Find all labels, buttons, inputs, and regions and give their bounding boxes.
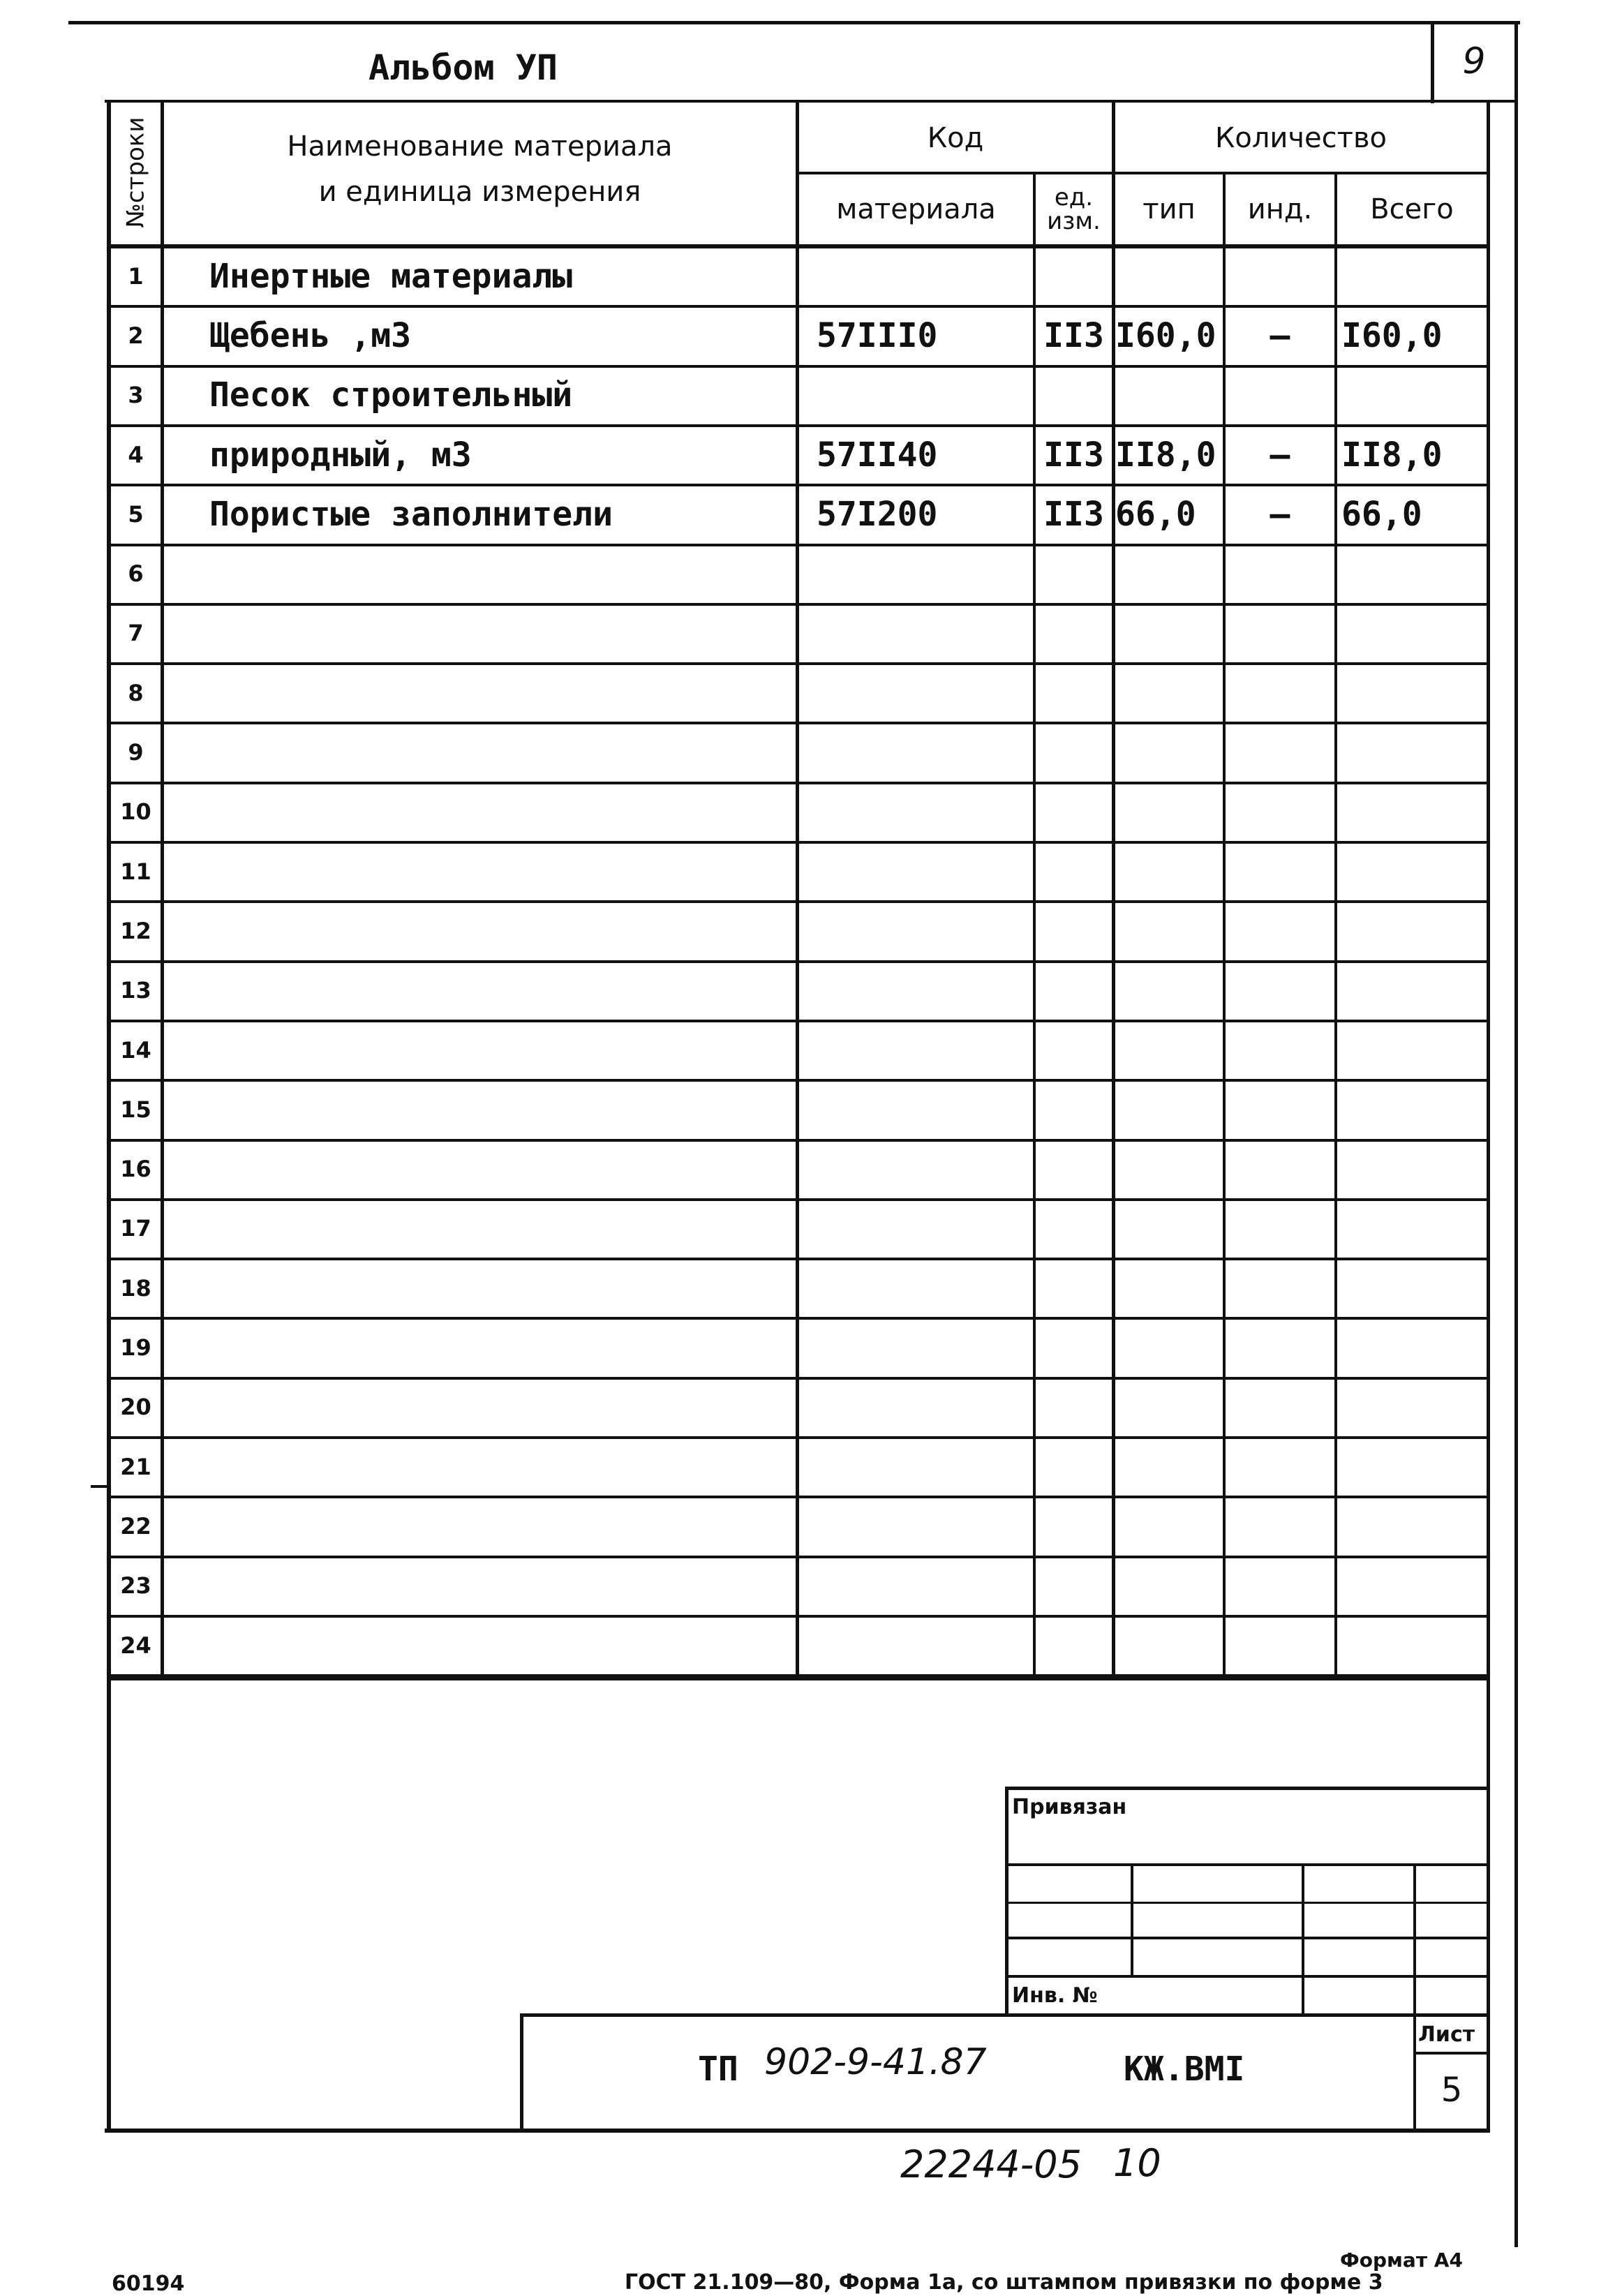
material-code bbox=[817, 903, 1033, 958]
table-row bbox=[0, 1082, 1608, 1141]
table-row bbox=[0, 606, 1608, 665]
unit-code bbox=[1036, 606, 1112, 661]
table-row bbox=[0, 308, 1608, 367]
quantity-ind: – bbox=[1270, 435, 1290, 475]
material-name bbox=[209, 1201, 796, 1256]
inventory-label: Инв. № bbox=[1012, 1983, 1098, 2008]
unit-code bbox=[1036, 248, 1112, 304]
quantity-type bbox=[1115, 724, 1223, 780]
quantity-ind bbox=[1226, 1558, 1334, 1613]
unit-code bbox=[1036, 1142, 1112, 1197]
quantity-type bbox=[1115, 903, 1223, 958]
material-header: материала bbox=[836, 193, 996, 225]
material-name bbox=[209, 1320, 796, 1375]
table-row bbox=[0, 1022, 1608, 1082]
material-name: Пористые заполнители bbox=[209, 494, 613, 534]
quantity-total bbox=[1341, 844, 1487, 899]
quantity-type bbox=[1115, 1558, 1223, 1613]
row-number: 24 bbox=[120, 1632, 151, 1659]
page-number: 9 bbox=[1462, 40, 1486, 82]
material-code bbox=[817, 606, 1033, 661]
material-code bbox=[817, 1022, 1033, 1078]
material-name bbox=[209, 1260, 796, 1315]
unit-code bbox=[1036, 844, 1112, 899]
quantity-ind bbox=[1226, 1201, 1334, 1256]
material-name bbox=[209, 1498, 796, 1553]
table-row bbox=[0, 963, 1608, 1022]
quantity-ind: – bbox=[1270, 315, 1290, 355]
format-label: Формат А4 bbox=[1340, 2249, 1463, 2272]
row-number: 13 bbox=[120, 977, 151, 1004]
name-header-line2: и единица измерения bbox=[318, 176, 641, 208]
table-row bbox=[0, 368, 1608, 427]
doc-number: 902-9-41.87 bbox=[764, 2041, 987, 2083]
table-row bbox=[0, 724, 1608, 784]
row-number: 7 bbox=[128, 620, 144, 647]
quantity-type bbox=[1115, 248, 1223, 304]
table-row bbox=[0, 427, 1608, 486]
material-name bbox=[209, 606, 796, 661]
quantity-total bbox=[1341, 1558, 1487, 1613]
material-code bbox=[817, 368, 1033, 423]
unit-code bbox=[1036, 1022, 1112, 1078]
row-number: 21 bbox=[120, 1453, 151, 1480]
material-name bbox=[209, 1618, 796, 1673]
row-number: 1 bbox=[128, 262, 144, 290]
quantity-type bbox=[1115, 1142, 1223, 1197]
quantity-ind bbox=[1226, 1142, 1334, 1197]
quantity-type bbox=[1115, 963, 1223, 1018]
material-code: 57I200 bbox=[817, 494, 938, 534]
unit-code bbox=[1036, 1201, 1112, 1256]
table-row bbox=[0, 844, 1608, 903]
quantity-type bbox=[1115, 1618, 1223, 1673]
quantity-type bbox=[1115, 1380, 1223, 1435]
material-name bbox=[209, 546, 796, 602]
material-code bbox=[817, 1082, 1033, 1137]
material-code bbox=[817, 1498, 1033, 1553]
quantity-type bbox=[1115, 546, 1223, 602]
quantity-total bbox=[1341, 368, 1487, 423]
material-name bbox=[209, 1142, 796, 1197]
unit-code: II3 bbox=[1043, 315, 1104, 355]
archive-number: 22244-05 bbox=[900, 2142, 1082, 2186]
material-name bbox=[209, 1082, 796, 1137]
quantity-type: I60,0 bbox=[1115, 315, 1216, 355]
total-header: Всего bbox=[1370, 193, 1454, 225]
quantity-ind bbox=[1226, 368, 1334, 423]
unit-header: ед. изм. bbox=[1047, 184, 1101, 235]
quantity-type: 66,0 bbox=[1115, 494, 1196, 534]
material-name: Песок строительный bbox=[209, 375, 573, 415]
row-number: 12 bbox=[120, 917, 151, 944]
quantity-type bbox=[1115, 1439, 1223, 1494]
code-header: Код bbox=[927, 122, 984, 154]
material-name bbox=[209, 1022, 796, 1078]
material-name bbox=[209, 1558, 796, 1613]
quantity-total: I60,0 bbox=[1341, 315, 1443, 355]
quantity-total bbox=[1341, 1142, 1487, 1197]
material-code: 57III0 bbox=[817, 315, 938, 355]
table-row bbox=[0, 1558, 1608, 1618]
row-number: 19 bbox=[120, 1334, 151, 1362]
unit-code bbox=[1036, 1558, 1112, 1613]
material-code bbox=[817, 963, 1033, 1018]
row-number: 4 bbox=[128, 441, 144, 468]
quantity-total bbox=[1341, 248, 1487, 304]
quantity-ind bbox=[1226, 248, 1334, 304]
quantity-total bbox=[1341, 784, 1487, 840]
footer-code: 60194 bbox=[112, 2272, 185, 2296]
quantity-total bbox=[1341, 1022, 1487, 1078]
archive-number-suffix: 10 bbox=[1113, 2141, 1161, 2185]
unit-code bbox=[1036, 1439, 1112, 1494]
bound-label: Привязан bbox=[1012, 1795, 1127, 1819]
quantity-total bbox=[1341, 606, 1487, 661]
quantity-ind bbox=[1226, 1022, 1334, 1078]
unit-code: II3 bbox=[1043, 494, 1104, 534]
material-code bbox=[817, 784, 1033, 840]
quantity-ind bbox=[1226, 1260, 1334, 1315]
quantity-type: II8,0 bbox=[1115, 435, 1216, 475]
unit-code bbox=[1036, 665, 1112, 720]
row-number: 15 bbox=[120, 1096, 151, 1123]
quantity-ind bbox=[1226, 665, 1334, 720]
material-code bbox=[817, 1439, 1033, 1494]
unit-code: II3 bbox=[1043, 435, 1104, 475]
material-code bbox=[817, 1260, 1033, 1315]
quantity-ind bbox=[1226, 784, 1334, 840]
table-row bbox=[0, 1618, 1608, 1677]
row-number: 2 bbox=[128, 322, 144, 349]
unit-code bbox=[1036, 1320, 1112, 1375]
ind-header: инд. bbox=[1247, 193, 1313, 225]
quantity-total bbox=[1341, 1201, 1487, 1256]
quantity-total: II8,0 bbox=[1341, 435, 1443, 475]
material-name bbox=[209, 1380, 796, 1435]
material-code bbox=[817, 1618, 1033, 1673]
table-row bbox=[0, 1380, 1608, 1439]
row-number-header: №строки bbox=[121, 117, 150, 228]
row-number: 6 bbox=[128, 560, 144, 588]
quantity-type bbox=[1115, 368, 1223, 423]
table-row bbox=[0, 1320, 1608, 1379]
quantity-ind bbox=[1226, 724, 1334, 780]
unit-code bbox=[1036, 1082, 1112, 1137]
material-code bbox=[817, 1380, 1033, 1435]
quantity-ind bbox=[1226, 903, 1334, 958]
quantity-ind bbox=[1226, 546, 1334, 602]
table-row bbox=[0, 784, 1608, 844]
unit-code bbox=[1036, 1260, 1112, 1315]
type-header: тип bbox=[1142, 193, 1196, 225]
doc-code: КЖ.ВМI bbox=[1124, 2050, 1245, 2089]
material-name bbox=[209, 963, 796, 1018]
material-name bbox=[209, 724, 796, 780]
quantity-total bbox=[1341, 1498, 1487, 1553]
doc-prefix: ТП bbox=[698, 2050, 738, 2089]
quantity-ind bbox=[1226, 1320, 1334, 1375]
quantity-type bbox=[1115, 1320, 1223, 1375]
quantity-type bbox=[1115, 1498, 1223, 1553]
unit-code bbox=[1036, 1498, 1112, 1553]
table-row bbox=[0, 1201, 1608, 1260]
material-code bbox=[817, 1142, 1033, 1197]
quantity-total: 66,0 bbox=[1341, 494, 1422, 534]
quantity-type bbox=[1115, 1260, 1223, 1315]
unit-code bbox=[1036, 724, 1112, 780]
quantity-total bbox=[1341, 1439, 1487, 1494]
quantity-total bbox=[1341, 1320, 1487, 1375]
table-row bbox=[0, 1142, 1608, 1201]
quantity-ind bbox=[1226, 1082, 1334, 1137]
unit-code bbox=[1036, 546, 1112, 602]
material-code bbox=[817, 665, 1033, 720]
quantity-ind bbox=[1226, 844, 1334, 899]
quantity-type bbox=[1115, 1201, 1223, 1256]
table-row bbox=[0, 486, 1608, 546]
table-row bbox=[0, 248, 1608, 308]
quantity-total bbox=[1341, 1618, 1487, 1673]
unit-code bbox=[1036, 1618, 1112, 1673]
row-number: 20 bbox=[120, 1394, 151, 1421]
quantity-total bbox=[1341, 724, 1487, 780]
quantity-total bbox=[1341, 546, 1487, 602]
quantity-total bbox=[1341, 1380, 1487, 1435]
quantity-ind bbox=[1226, 1618, 1334, 1673]
sheet-label: Лист bbox=[1418, 2022, 1475, 2047]
material-code bbox=[817, 1558, 1033, 1613]
row-number: 17 bbox=[120, 1215, 151, 1242]
table-row bbox=[0, 1439, 1608, 1498]
material-code bbox=[817, 546, 1033, 602]
row-number: 5 bbox=[128, 500, 144, 528]
table-row bbox=[0, 1498, 1608, 1558]
row-number: 9 bbox=[128, 739, 144, 766]
quantity-ind bbox=[1226, 1498, 1334, 1553]
unit-code bbox=[1036, 903, 1112, 958]
material-name: Инертные материалы bbox=[209, 256, 573, 296]
album-title: Альбом УП bbox=[368, 47, 558, 88]
row-number: 16 bbox=[120, 1156, 151, 1183]
material-code: 57II40 bbox=[817, 435, 938, 475]
table-row bbox=[0, 665, 1608, 724]
name-header: Наименование материала bbox=[287, 131, 673, 163]
material-name bbox=[209, 844, 796, 899]
unit-code bbox=[1036, 784, 1112, 840]
material-name bbox=[209, 665, 796, 720]
material-code bbox=[817, 1320, 1033, 1375]
table-row bbox=[0, 1260, 1608, 1320]
row-number: 10 bbox=[120, 798, 151, 826]
row-number: 22 bbox=[120, 1512, 151, 1540]
quantity-type bbox=[1115, 1022, 1223, 1078]
material-name: природный, м3 bbox=[209, 435, 472, 475]
footer-gost: ГОСТ 21.109—80, Форма 1а, со штампом привязки по форме 3 bbox=[625, 2270, 1383, 2295]
unit-code bbox=[1036, 368, 1112, 423]
row-number: 14 bbox=[120, 1036, 151, 1064]
quantity-type bbox=[1115, 1082, 1223, 1137]
quantity-total bbox=[1341, 1082, 1487, 1137]
quantity-total bbox=[1341, 665, 1487, 720]
table-row bbox=[0, 903, 1608, 962]
table-row bbox=[0, 546, 1608, 606]
quantity-type bbox=[1115, 844, 1223, 899]
unit-code bbox=[1036, 1380, 1112, 1435]
quantity-ind: – bbox=[1270, 494, 1290, 534]
material-name bbox=[209, 1439, 796, 1494]
quantity-type bbox=[1115, 606, 1223, 661]
material-code bbox=[817, 844, 1033, 899]
quantity-ind bbox=[1226, 1380, 1334, 1435]
quantity-total bbox=[1341, 963, 1487, 1018]
quantity-type bbox=[1115, 784, 1223, 840]
material-name: Щебень ,м3 bbox=[209, 315, 411, 355]
quantity-type bbox=[1115, 665, 1223, 720]
material-code bbox=[817, 248, 1033, 304]
quantity-ind bbox=[1226, 1439, 1334, 1494]
row-number: 11 bbox=[120, 858, 151, 885]
row-number: 8 bbox=[128, 679, 144, 706]
material-name bbox=[209, 903, 796, 958]
material-code bbox=[817, 1201, 1033, 1256]
sheet-number: 5 bbox=[1440, 2071, 1463, 2110]
material-name bbox=[209, 784, 796, 840]
quantity-header: Количество bbox=[1214, 122, 1387, 154]
row-number: 23 bbox=[120, 1572, 151, 1600]
unit-code bbox=[1036, 963, 1112, 1018]
material-code bbox=[817, 724, 1033, 780]
quantity-total bbox=[1341, 1260, 1487, 1315]
row-number: 3 bbox=[128, 382, 144, 409]
quantity-total bbox=[1341, 903, 1487, 958]
quantity-ind bbox=[1226, 606, 1334, 661]
quantity-ind bbox=[1226, 963, 1334, 1018]
row-number: 18 bbox=[120, 1274, 151, 1302]
